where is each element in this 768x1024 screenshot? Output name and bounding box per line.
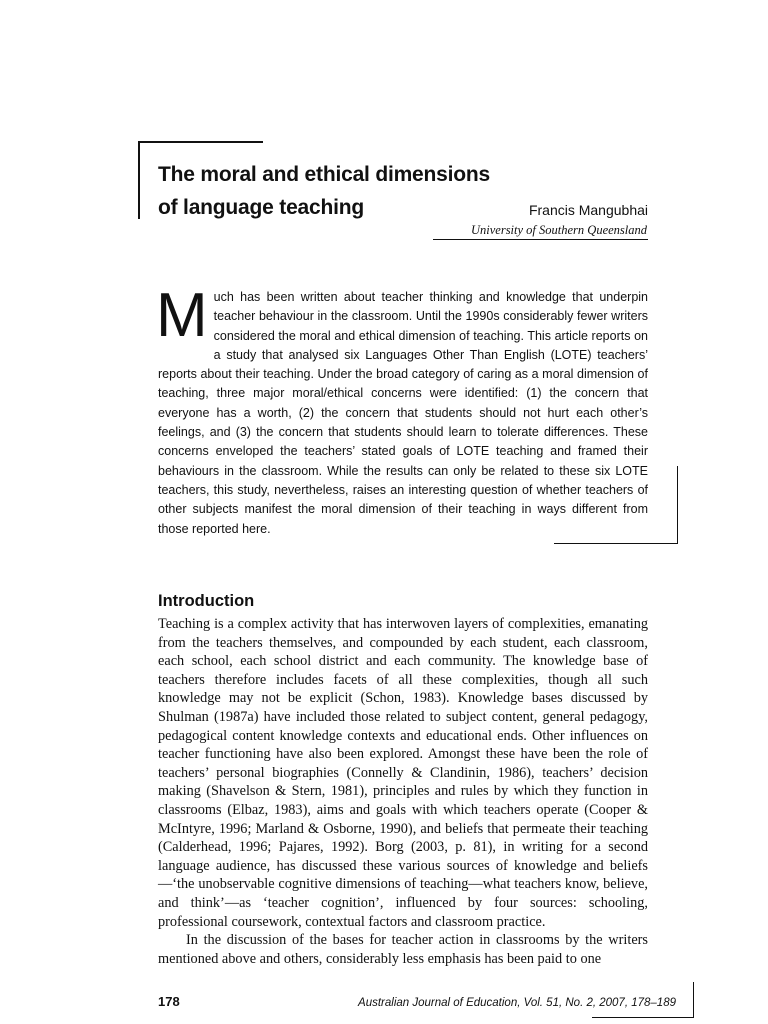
introduction-body (158, 615, 648, 968)
title-bracket-left-rule (138, 141, 140, 219)
article-title-line-2: of language teaching (158, 196, 365, 219)
journal-citation: Australian Journal of Education, Vol. 51, No. 2, 2007, 178–189 (358, 997, 676, 1009)
abstract-bracket-right-rule (677, 466, 678, 544)
footer-bracket-bottom-rule (592, 1017, 694, 1018)
abstract-drop-cap: M (156, 281, 208, 350)
abstract-text: uch has been written about teacher thinking and knowledge that underpin teacher behaviour in the classroom. Until the 1990s considerably fewer writers considered the moral and ethical dimension of teaching. This article reports on a study that analysed six Languages Other Than English (LOTE) teachers’ reports about their teaching. Under the broad category of caring as a moral dimension of teaching, three major moral/ethical concerns were identified: (1) the concern that everyone has a worth, (2) the concern that students should not hurt each other’s feelings, and (3) the concern that students should learn to tolerate differences. These concerns enveloped the teachers’ stated goals of LOTE teaching and framed their behaviours in the classroom. While the results can only be related to these six LOTE teachers, this study, nevertheless, raises an interesting question of whether teachers of other subjects manifest the moral dimension of their teaching in ways different from those reported here. (158, 290, 648, 536)
introduction-paragraph-2: In the discussion of the bases for teacher action in classrooms by the writers mentioned above and others, considerably less emphasis has been paid to one (158, 932, 648, 967)
footer-bracket-right-rule (693, 982, 694, 1018)
page-number: 178 (158, 994, 180, 1009)
article-title-line-1: The moral and ethical dimensions (158, 163, 491, 186)
author-name: Francis Mangubhai (528, 202, 648, 218)
title-bracket-top-rule (138, 141, 263, 143)
abstract (156, 281, 648, 539)
affiliation-underline (433, 239, 648, 240)
abstract-bracket-bottom-rule (554, 543, 678, 544)
introduction-paragraph-1: Teaching is a complex activity that has interwoven layers of complexities, emanating from the teachers themselves, and compounded by each student, each classroom, each school, each school district and each community. The knowledge base of teachers therefore includes facets of all these complexities, though all such knowledge may not be explicit (Schon, 1983). Knowledge bases discussed by Shulman (1987a) have included those related to subject content, general pedagogy, pedagogical content knowledge contexts and educational ends. Other influences on teacher functioning have also been explored. Amongst these have been the role of teachers’ personal biographies (Connelly & Clandinin, 1986), teachers’ decision making (Shavelson & Stern, 1981), principles and rules by which they function in classrooms (Elbaz, 1983), aims and goals with which teachers operate (Cooper & McIntyre, 1996; Marland & Osborne, 1990), and beliefs that permeate their teaching (Calderhead, 1996; Pajares, 1992). Borg (2003, p. 81), in writing for a second language audience, has discussed these various sources of knowledge and beliefs—‘the unobservable cognitive dimensions of teaching—what teachers know, believe, and think’—as ‘teacher cognition’, influenced by four sources: schooling, professional coursework, contextual factors and classroom practice. (158, 616, 648, 930)
author-affiliation: University of Southern Queensland (470, 223, 647, 237)
section-heading-introduction: Introduction (158, 592, 255, 610)
